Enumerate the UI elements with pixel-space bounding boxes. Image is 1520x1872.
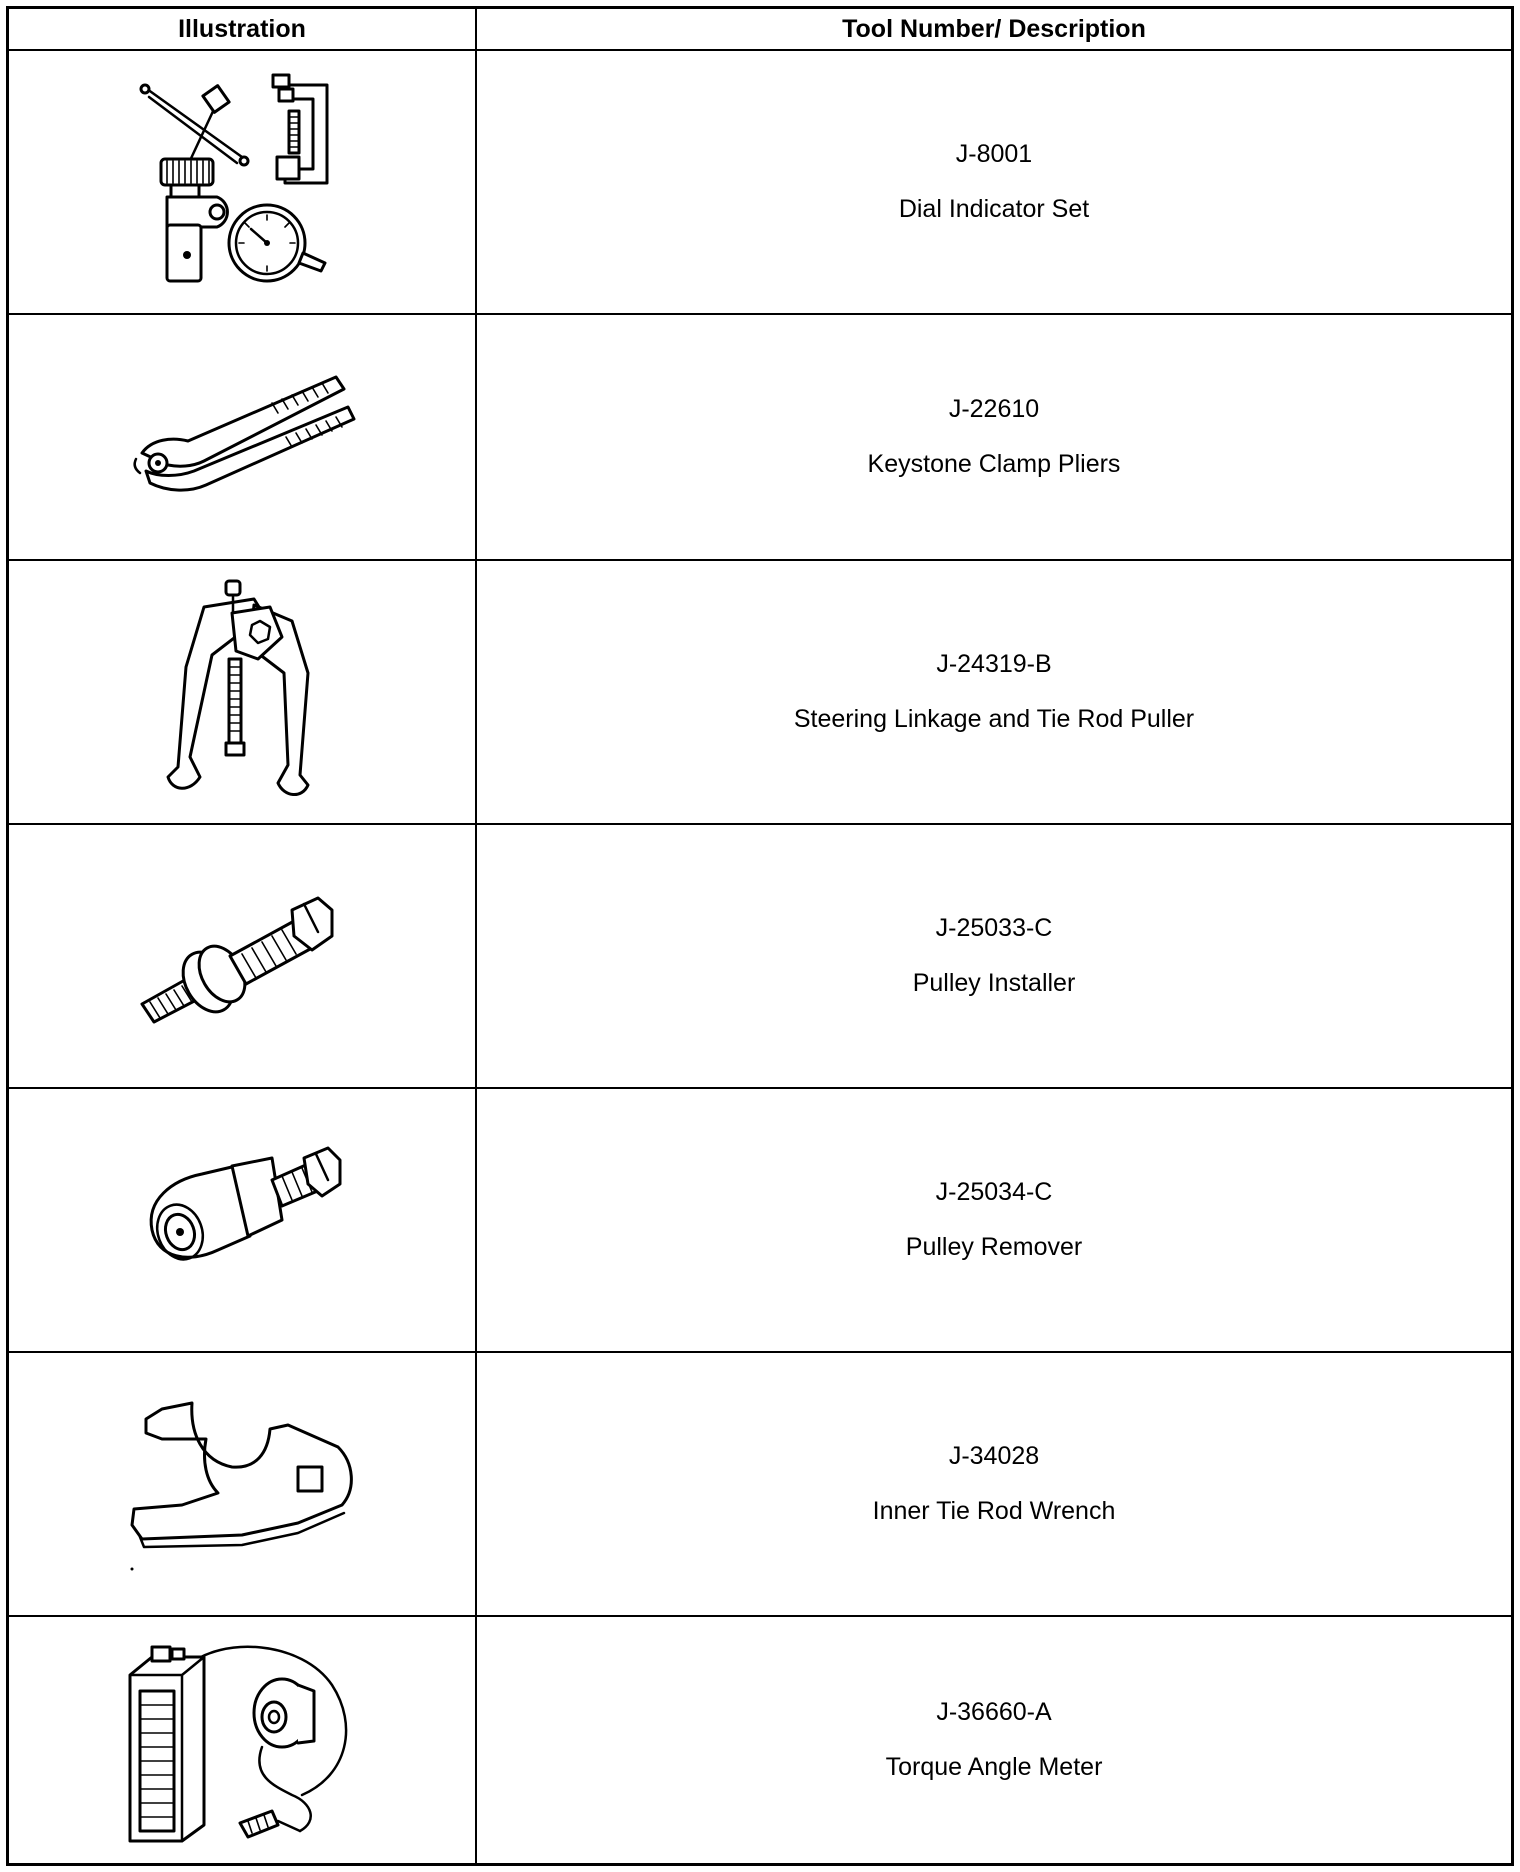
pulley-remover-icon [132,1140,352,1300]
tool-description: Steering Linkage and Tie Rod Puller [793,705,1195,733]
tool-number: J-36660-A [936,1698,1052,1726]
dial-indicator-set-icon [127,67,357,297]
tool-number: J-22610 [948,395,1040,423]
description-cell [477,1617,1511,1863]
description-cell [477,561,1511,825]
illustration-cell [9,315,477,561]
tool-number: J-8001 [955,140,1033,168]
illustration-cell [9,51,477,315]
illustration-cell [9,1353,477,1617]
tools-table [6,6,1514,1866]
illustration-cell [9,825,477,1089]
description-cell [477,825,1511,1089]
header-illustration: Illustration [9,9,477,51]
tool-description: Dial Indicator Set [898,195,1090,223]
description-cell [477,315,1511,561]
description-cell [477,1089,1511,1353]
description-cell [477,51,1511,315]
pulley-installer-icon [132,876,352,1036]
tool-description: Keystone Clamp Pliers [867,450,1121,478]
tool-description: Inner Tie Rod Wrench [872,1497,1116,1525]
tool-number: J-25033-C [935,914,1053,942]
tool-description: Pulley Installer [912,969,1076,997]
illustration-cell [9,1089,477,1353]
tie-rod-puller-icon [142,577,342,807]
torque-angle-meter-icon [122,1625,362,1855]
header-tool-description: Tool Number/ Description [477,9,1511,51]
tool-number: J-25034-C [935,1178,1053,1206]
description-cell [477,1353,1511,1617]
tool-description: Torque Angle Meter [885,1753,1103,1781]
illustration-cell [9,1617,477,1863]
clamp-pliers-icon [122,367,362,507]
tie-rod-wrench-icon [122,1389,362,1579]
tool-description: Pulley Remover [905,1233,1083,1261]
tool-number: J-34028 [948,1442,1040,1470]
tool-number: J-24319-B [936,650,1052,678]
illustration-cell [9,561,477,825]
